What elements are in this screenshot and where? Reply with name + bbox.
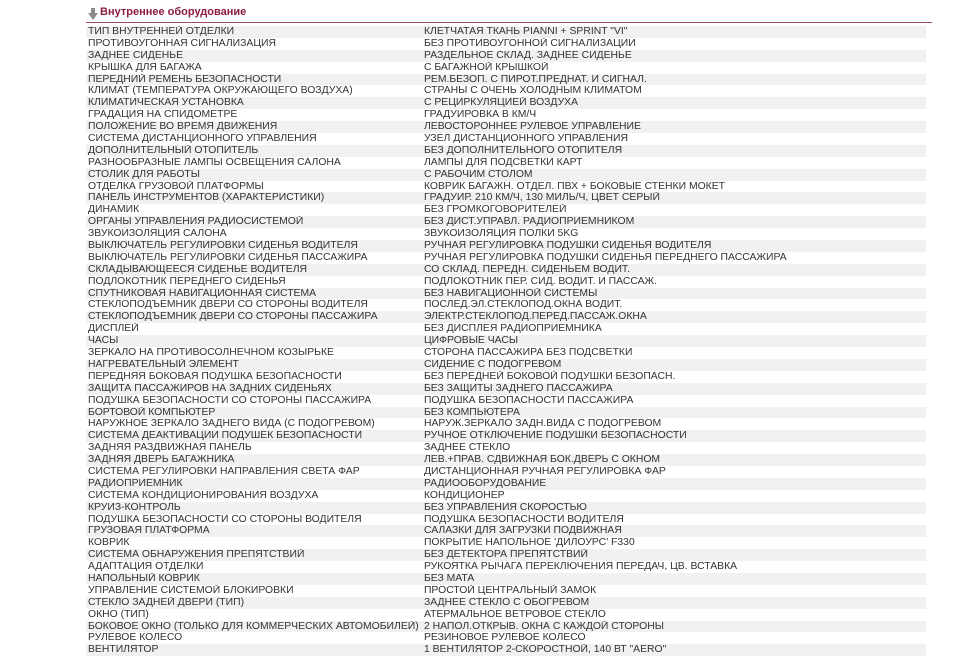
spec-value: СО СКЛАД. ПЕРЕДН. СИДЕНЬЕМ ВОДИТ. xyxy=(422,264,926,276)
spec-name: ДИНАМИК xyxy=(86,204,422,216)
spec-name: СИСТЕМА ДИСТАНЦИОННОГО УПРАВЛЕНИЯ xyxy=(86,133,422,145)
spec-value: ЭЛЕКТР.СТЕКЛОПОД.ПЕРЕД.ПАССАЖ.ОКНА xyxy=(422,311,926,323)
spec-name: КРЫШКА ДЛЯ БАГАЖА xyxy=(86,62,422,74)
spec-name: АДАПТАЦИЯ ОТДЕЛКИ xyxy=(86,561,422,573)
spec-name: ЧАСЫ xyxy=(86,335,422,347)
table-row xyxy=(86,525,926,537)
spec-name: СИСТЕМА ДЕАКТИВАЦИИ ПОДУШЕК БЕЗОПАСНОСТИ xyxy=(86,430,422,442)
table-row xyxy=(86,299,926,311)
spec-name: КОВРИК xyxy=(86,537,422,549)
table-row xyxy=(86,478,926,490)
table-row xyxy=(86,264,926,276)
spec-value: ЛАМПЫ ДЛЯ ПОДСВЕТКИ КАРТ xyxy=(422,157,926,169)
table-row xyxy=(86,62,926,74)
spec-name: КЛИМАТИЧЕСКАЯ УСТАНОВКА xyxy=(86,97,422,109)
spec-name: ЗАДНЯЯ ДВЕРЬ БАГАЖНИКА xyxy=(86,454,422,466)
table-row xyxy=(86,276,926,288)
spec-name: ПОЛОЖЕНИЕ ВО ВРЕМЯ ДВИЖЕНИЯ xyxy=(86,121,422,133)
spec-value: ГРАДУИРОВКА В КМ/Ч xyxy=(422,109,926,121)
spec-name: БОКОВОЕ ОКНО (ТОЛЬКО ДЛЯ КОММЕРЧЕСКИХ АВТОМОБИЛЕЙ) xyxy=(86,621,422,633)
table-row xyxy=(86,644,926,656)
spec-value: КОНДИЦИОНЕР xyxy=(422,490,926,502)
spec-name: НАГРЕВАТЕЛЬНЫЙ ЭЛЕМЕНТ xyxy=(86,359,422,371)
spec-value: УЗЕЛ ДИСТАНЦИОННОГО УПРАВЛЕНИЯ xyxy=(422,133,926,145)
spec-value: ПРОСТОЙ ЦЕНТРАЛЬНЫЙ ЗАМОК xyxy=(422,585,926,597)
spec-value: РЕМ.БЕЗОП. С ПИРОТ.ПРЕДНАТ. И СИГНАЛ. xyxy=(422,74,926,86)
spec-value: БЕЗ ГРОМКОГОВОРИТЕЛЕЙ xyxy=(422,204,926,216)
spec-value: РУКОЯТКА РЫЧАГА ПЕРЕКЛЮЧЕНИЯ ПЕРЕДАЧ, ЦВ. ВСТАВКА xyxy=(422,561,926,573)
table-row xyxy=(86,311,926,323)
spec-value: РАЗДЕЛЬНОЕ СКЛАД. ЗАДНЕЕ СИДЕНЬЕ xyxy=(422,50,926,62)
table-row xyxy=(86,407,926,419)
spec-value: ГРАДУИР. 210 КМ/Ч, 130 МИЛЬ/Ч, ЦВЕТ СЕРЫЙ xyxy=(422,192,926,204)
interior-equipment-section xyxy=(86,0,932,656)
spec-name: ПРОТИВОУГОННАЯ СИГНАЛИЗАЦИЯ xyxy=(86,38,422,50)
spec-value: НАРУЖ.ЗЕРКАЛО ЗАДН.ВИДА С ПОДОГРЕВОМ xyxy=(422,418,926,430)
spec-value: БЕЗ ДИСПЛЕЯ РАДИОПРИЕМНИКА xyxy=(422,323,926,335)
table-row xyxy=(86,38,926,50)
spec-value: РУЧНАЯ РЕГУЛИРОВКА ПОДУШКИ СИДЕНЬЯ ПЕРЕДНЕГО ПАССАЖИРА xyxy=(422,252,926,264)
table-row xyxy=(86,145,926,157)
spec-name: ТИП ВНУТРЕННЕЙ ОТДЕЛКИ xyxy=(86,26,422,38)
spec-name: КЛИМАТ (ТЕМПЕРАТУРА ОКРУЖАЮЩЕГО ВОЗДУХА) xyxy=(86,85,422,97)
spec-name: ЗЕРКАЛО НА ПРОТИВОСОЛНЕЧНОМ КОЗЫРЬКЕ xyxy=(86,347,422,359)
table-row xyxy=(86,585,926,597)
spec-value: ПОСЛЕД.ЭЛ.СТЕКЛОПОД.ОКНА ВОДИТ. xyxy=(422,299,926,311)
table-row xyxy=(86,335,926,347)
spec-value: РУЧНАЯ РЕГУЛИРОВКА ПОДУШКИ СИДЕНЬЯ ВОДИТЕЛЯ xyxy=(422,240,926,252)
spec-name: ОКНО (ТИП) xyxy=(86,609,422,621)
table-row xyxy=(86,216,926,228)
table-row xyxy=(86,454,926,466)
table-row xyxy=(86,288,926,300)
spec-value: КЛЕТЧАТАЯ ТКАНЬ PIANNI + SPRINT "VI" xyxy=(422,26,926,38)
spec-name: ПОДЛОКОТНИК ПЕРЕДНЕГО СИДЕНЬЯ xyxy=(86,276,422,288)
table-row xyxy=(86,430,926,442)
spec-name: СКЛАДЫВАЮЩЕЕСЯ СИДЕНЬЕ ВОДИТЕЛЯ xyxy=(86,264,422,276)
table-row xyxy=(86,240,926,252)
table-row xyxy=(86,549,926,561)
spec-name: СИСТЕМА КОНДИЦИОНИРОВАНИЯ ВОЗДУХА xyxy=(86,490,422,502)
spec-name: ГРАДАЦИЯ НА СПИДОМЕТРЕ xyxy=(86,109,422,121)
spec-value: БЕЗ НАВИГАЦИОННОЙ СИСТЕМЫ xyxy=(422,288,926,300)
spec-value: РЕЗИНОВОЕ РУЛЕВОЕ КОЛЕСО xyxy=(422,632,926,644)
spec-name: РАЗНООБРАЗНЫЕ ЛАМПЫ ОСВЕЩЕНИЯ САЛОНА xyxy=(86,157,422,169)
spec-value: БЕЗ УПРАВЛЕНИЯ СКОРОСТЬЮ xyxy=(422,502,926,514)
table-row xyxy=(86,97,926,109)
arrow-down-icon[interactable] xyxy=(88,8,98,20)
table-row xyxy=(86,252,926,264)
spec-value: СТРАНЫ С ОЧЕНЬ ХОЛОДНЫМ КЛИМАТОМ xyxy=(422,85,926,97)
table-row xyxy=(86,181,926,193)
table-row xyxy=(86,192,926,204)
table-row xyxy=(86,502,926,514)
spec-name: НАПОЛЬНЫЙ КОВРИК xyxy=(86,573,422,585)
spec-name: ЗАДНЯЯ РАЗДВИЖНАЯ ПАНЕЛЬ xyxy=(86,442,422,454)
spec-value: ДИСТАНЦИОННАЯ РУЧНАЯ РЕГУЛИРОВКА ФАР xyxy=(422,466,926,478)
spec-name: ОТДЕЛКА ГРУЗОВОЙ ПЛАТФОРМЫ xyxy=(86,181,422,193)
table-row xyxy=(86,573,926,585)
spec-value: АТЕРМАЛЬНОЕ ВЕТРОВОЕ СТЕКЛО xyxy=(422,609,926,621)
spec-value: ЛЕВОСТОРОННЕЕ РУЛЕВОЕ УПРАВЛЕНИЕ xyxy=(422,121,926,133)
spec-value: ПОДЛОКОТНИК ПЕР. СИД. ВОДИТ. И ПАССАЖ. xyxy=(422,276,926,288)
table-row xyxy=(86,597,926,609)
spec-name: РУЛЕВОЕ КОЛЕСО xyxy=(86,632,422,644)
table-row xyxy=(86,169,926,181)
table-row xyxy=(86,228,926,240)
spec-name: ДИСПЛЕЙ xyxy=(86,323,422,335)
spec-name: СТЕКЛО ЗАДНЕЙ ДВЕРИ (ТИП) xyxy=(86,597,422,609)
table-row xyxy=(86,371,926,383)
table-row xyxy=(86,442,926,454)
spec-value: БЕЗ МАТА xyxy=(422,573,926,585)
spec-name: НАРУЖНОЕ ЗЕРКАЛО ЗАДНЕГО ВИДА (С ПОДОГРЕВОМ) xyxy=(86,418,422,430)
spec-name: КРУИЗ-КОНТРОЛЬ xyxy=(86,502,422,514)
spec-value: БЕЗ ПРОТИВОУГОННОЙ СИГНАЛИЗАЦИИ xyxy=(422,38,926,50)
spec-name: СТЕКЛОПОДЪЕМНИК ДВЕРИ СО СТОРОНЫ ПАССАЖИРА xyxy=(86,311,422,323)
spec-value: С РЕЦИРКУЛЯЦИЕЙ ВОЗДУХА xyxy=(422,97,926,109)
spec-name: ПОДУШКА БЕЗОПАСНОСТИ СО СТОРОНЫ ПАССАЖИРА xyxy=(86,395,422,407)
table-row xyxy=(86,537,926,549)
spec-name: РАДИОПРИЕМНИК xyxy=(86,478,422,490)
spec-value: БЕЗ ПЕРЕДНЕЙ БОКОВОЙ ПОДУШКИ БЕЗОПАСН. xyxy=(422,371,926,383)
spec-value: ЗАДНЕЕ СТЕКЛО xyxy=(422,442,926,454)
spec-value: ПОДУШКА БЕЗОПАСНОСТИ ПАССАЖИРА xyxy=(422,395,926,407)
table-row xyxy=(86,359,926,371)
table-row xyxy=(86,74,926,86)
spec-value: БЕЗ ДЕТЕКТОРА ПРЕПЯТСТВИЙ xyxy=(422,549,926,561)
spec-table xyxy=(86,26,926,656)
table-row xyxy=(86,609,926,621)
table-row xyxy=(86,50,926,62)
spec-name: ЗАДНЕЕ СИДЕНЬЕ xyxy=(86,50,422,62)
table-row xyxy=(86,109,926,121)
spec-value: ПОКРЫТИЕ НАПОЛЬНОЕ 'ДИЛОУРС' F330 xyxy=(422,537,926,549)
table-row xyxy=(86,347,926,359)
spec-name: ПЕРЕДНЯЯ БОКОВАЯ ПОДУШКА БЕЗОПАСНОСТИ xyxy=(86,371,422,383)
table-row xyxy=(86,418,926,430)
spec-value: СТОРОНА ПАССАЖИРА БЕЗ ПОДСВЕТКИ xyxy=(422,347,926,359)
table-row xyxy=(86,26,926,38)
section-header[interactable] xyxy=(86,0,932,23)
spec-value: РУЧНОЕ ОТКЛЮЧЕНИЕ ПОДУШКИ БЕЗОПАСНОСТИ xyxy=(422,430,926,442)
table-row xyxy=(86,157,926,169)
table-row xyxy=(86,514,926,526)
spec-value: ЗАДНЕЕ СТЕКЛО С ОБОГРЕВОМ xyxy=(422,597,926,609)
spec-name: ДОПОЛНИТЕЛЬНЫЙ ОТОПИТЕЛЬ xyxy=(86,145,422,157)
table-row xyxy=(86,466,926,478)
spec-value: РАДИООБОРУДОВАНИЕ xyxy=(422,478,926,490)
spec-value: С БАГАЖНОЙ КРЫШКОЙ xyxy=(422,62,926,74)
spec-name: ЗВУКОИЗОЛЯЦИЯ САЛОНА xyxy=(86,228,422,240)
spec-value: ЗВУКОИЗОЛЯЦИЯ ПОЛКИ 5KG xyxy=(422,228,926,240)
table-row xyxy=(86,395,926,407)
spec-value: БЕЗ ЗАЩИТЫ ЗАДНЕГО ПАССАЖИРА xyxy=(422,383,926,395)
table-row xyxy=(86,85,926,97)
spec-value: С РАБОЧИМ СТОЛОМ xyxy=(422,169,926,181)
spec-value: ЦИФРОВЫЕ ЧАСЫ xyxy=(422,335,926,347)
table-row xyxy=(86,561,926,573)
spec-name: ПАНЕЛЬ ИНСТРУМЕНТОВ (ХАРАКТЕРИСТИКИ) xyxy=(86,192,422,204)
spec-name: ГРУЗОВАЯ ПЛАТФОРМА xyxy=(86,525,422,537)
spec-value: БЕЗ КОМПЬЮТЕРА xyxy=(422,407,926,419)
spec-name: СИСТЕМА РЕГУЛИРОВКИ НАПРАВЛЕНИЯ СВЕТА ФАР xyxy=(86,466,422,478)
table-row xyxy=(86,490,926,502)
spec-value: БЕЗ ДОПОЛНИТЕЛЬНОГО ОТОПИТЕЛЯ xyxy=(422,145,926,157)
spec-name: БОРТОВОЙ КОМПЬЮТЕР xyxy=(86,407,422,419)
spec-value: ПОДУШКА БЕЗОПАСНОСТИ ВОДИТЕЛЯ xyxy=(422,514,926,526)
section-title: Внутреннее оборудование xyxy=(100,6,247,18)
spec-name: ПОДУШКА БЕЗОПАСНОСТИ СО СТОРОНЫ ВОДИТЕЛЯ xyxy=(86,514,422,526)
spec-name: УПРАВЛЕНИЕ СИСТЕМОЙ БЛОКИРОВКИ xyxy=(86,585,422,597)
spec-value: СИДЕНИЕ С ПОДОГРЕВОМ xyxy=(422,359,926,371)
spec-name: ВЫКЛЮЧАТЕЛЬ РЕГУЛИРОВКИ СИДЕНЬЯ ВОДИТЕЛЯ xyxy=(86,240,422,252)
spec-name: ПЕРЕДНИЙ РЕМЕНЬ БЕЗОПАСНОСТИ xyxy=(86,74,422,86)
spec-name: ОРГАНЫ УПРАВЛЕНИЯ РАДИОСИСТЕМОЙ xyxy=(86,216,422,228)
spec-name: ВЕНТИЛЯТОР xyxy=(86,644,422,656)
spec-name: ЗАЩИТА ПАССАЖИРОВ НА ЗАДНИХ СИДЕНЬЯХ xyxy=(86,383,422,395)
table-row xyxy=(86,133,926,145)
spec-value: КОВРИК БАГАЖН. ОТДЕЛ. ПВХ + БОКОВЫЕ СТЕНКИ МОКЕТ xyxy=(422,181,926,193)
spec-name: ВЫКЛЮЧАТЕЛЬ РЕГУЛИРОВКИ СИДЕНЬЯ ПАССАЖИРА xyxy=(86,252,422,264)
table-row xyxy=(86,204,926,216)
spec-name: СПУТНИКОВАЯ НАВИГАЦИОННАЯ СИСТЕМА xyxy=(86,288,422,300)
table-row xyxy=(86,323,926,335)
spec-value: САЛАЗКИ ДЛЯ ЗАГРУЗКИ ПОДВИЖНАЯ xyxy=(422,525,926,537)
spec-name: СТОЛИК ДЛЯ РАБОТЫ xyxy=(86,169,422,181)
table-row xyxy=(86,632,926,644)
spec-value: БЕЗ ДИСТ.УПРАВЛ. РАДИОПРИЕМНИКОМ xyxy=(422,216,926,228)
spec-name: СИСТЕМА ОБНАРУЖЕНИЯ ПРЕПЯТСТВИЙ xyxy=(86,549,422,561)
spec-value: ЛЕВ.+ПРАВ. СДВИЖНАЯ БОК.ДВЕРЬ С ОКНОМ xyxy=(422,454,926,466)
table-row xyxy=(86,121,926,133)
spec-value: 1 ВЕНТИЛЯТОР 2-СКОРОСТНОЙ, 140 ВТ "AERO" xyxy=(422,644,926,656)
spec-name: СТЕКЛОПОДЪЕМНИК ДВЕРИ СО СТОРОНЫ ВОДИТЕЛЯ xyxy=(86,299,422,311)
spec-value: 2 НАПОЛ.ОТКРЫВ. ОКНА С КАЖДОЙ СТОРОНЫ xyxy=(422,621,926,633)
table-row xyxy=(86,621,926,633)
table-row xyxy=(86,383,926,395)
